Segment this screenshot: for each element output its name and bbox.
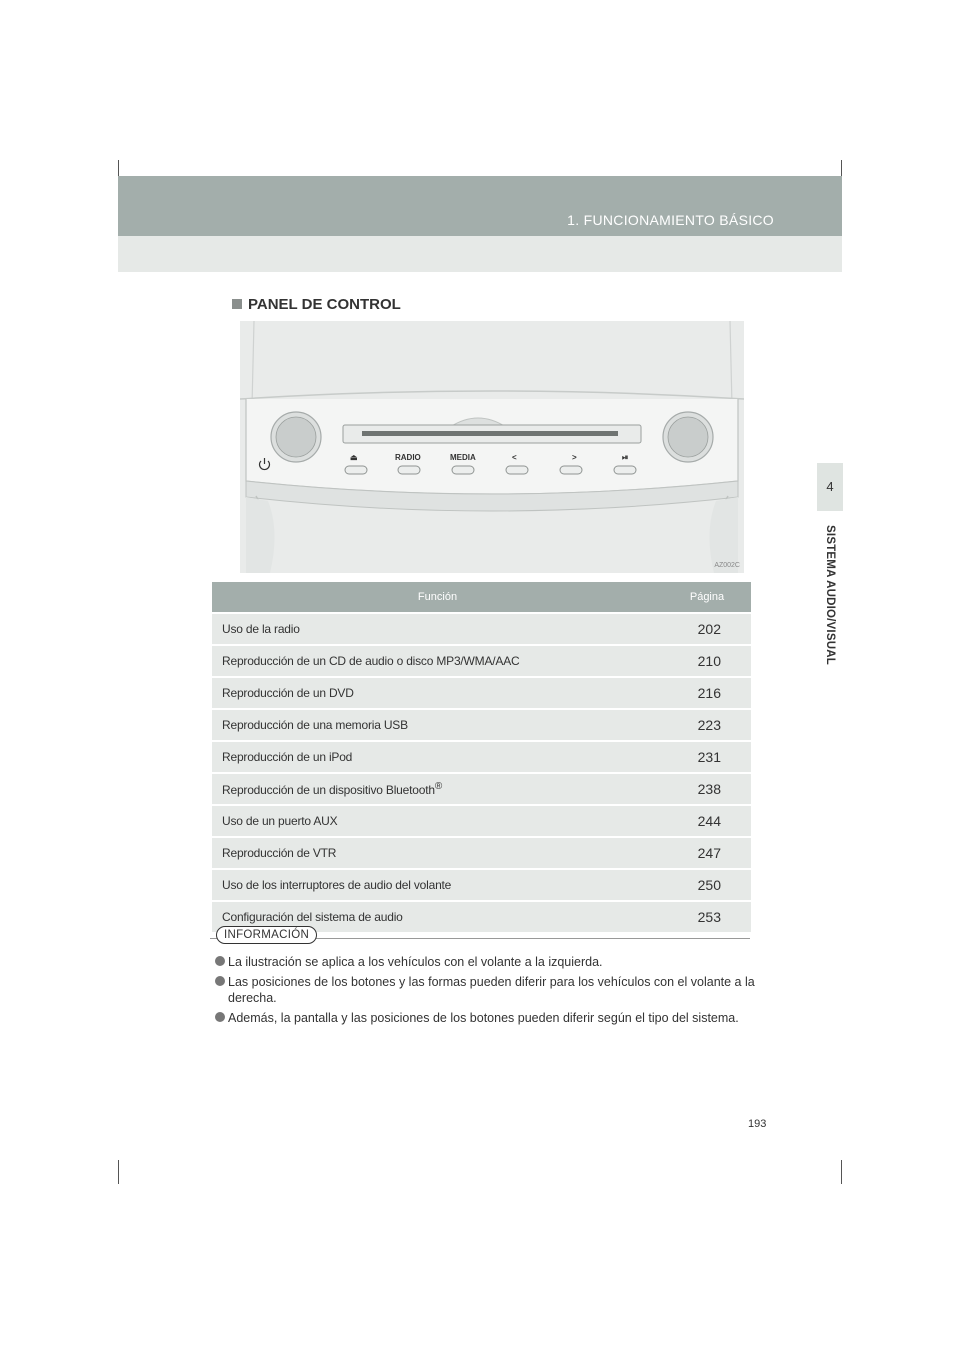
play-pause-icon: ⏯ (622, 453, 629, 462)
radio-button-label: RADIO (395, 453, 421, 462)
chapter-side-label: SISTEMA AUDIO/VISUAL (824, 525, 836, 665)
media-button-label: MEDIA (450, 453, 476, 462)
row-function: Configuración del sistema de audio (212, 902, 663, 932)
table-header-row (212, 582, 751, 612)
section-title (232, 296, 401, 313)
row-page: 231 (663, 742, 751, 772)
list-item (215, 974, 775, 1006)
list-item (215, 1010, 775, 1026)
row-page: 247 (663, 838, 751, 868)
row-function: Reproducción de una memoria USB (212, 710, 663, 740)
control-panel-drawing (240, 321, 744, 573)
bullet-dot-icon (215, 976, 225, 986)
row-page: 223 (663, 710, 751, 740)
table-row (212, 742, 751, 772)
table-row (212, 614, 751, 644)
crop-mark (841, 1160, 842, 1184)
info-label: INFORMACIÓN (216, 926, 317, 944)
row-function-cell (212, 774, 663, 804)
eject-icon: ⏏ (350, 453, 358, 462)
function-table (212, 580, 751, 934)
row-page: 202 (663, 614, 751, 644)
row-function: Reproducción de VTR (212, 838, 663, 868)
bullet-dot-icon (215, 1012, 225, 1022)
header-function: Función (212, 582, 663, 612)
bullet-text: La ilustración se aplica a los vehículos con el volante a la izquierda. (228, 955, 603, 969)
bullet-text: Las posiciones de los botones y las formas pueden diferir para los vehículos con el volante a la derecha. (228, 975, 755, 1005)
bullet-dot-icon (215, 956, 225, 966)
row-page: 244 (663, 806, 751, 836)
row-function: Reproducción de un iPod (212, 742, 663, 772)
row-function: Reproducción de un CD de audio o disco MP3/WMA/AAC (212, 646, 663, 676)
table-row (212, 774, 751, 804)
table-row (212, 646, 751, 676)
table-row (212, 870, 751, 900)
info-bullets (215, 954, 775, 1030)
table-row (212, 710, 751, 740)
row-page: 210 (663, 646, 751, 676)
registered-mark: ® (434, 781, 442, 792)
table-row (212, 806, 751, 836)
section-title-text: PANEL DE CONTROL (248, 296, 401, 313)
row-page: 250 (663, 870, 751, 900)
list-item (215, 954, 775, 970)
table-row (212, 678, 751, 708)
chapter-number: 4 (826, 479, 834, 494)
illustration-code: AZ002C (714, 562, 740, 569)
row-function: Reproducción de un DVD (212, 678, 663, 708)
row-function: Uso de los interruptores de audio del volante (212, 870, 663, 900)
row-function: Reproducción de un dispositivo Bluetooth (222, 783, 435, 797)
row-page: 253 (663, 902, 751, 932)
row-function: Uso de la radio (212, 614, 663, 644)
row-page: 238 (663, 774, 751, 804)
chevron-right-icon: > (572, 453, 577, 462)
chevron-left-icon: < (512, 453, 517, 462)
row-function: Uso de un puerto AUX (212, 806, 663, 836)
square-bullet-icon (232, 299, 242, 309)
bullet-text: Además, la pantalla y las posiciones de los botones pueden diferir según el tipo del sistema. (228, 1011, 739, 1025)
page-number: 193 (748, 1118, 767, 1130)
chapter-title: 1. FUNCIONAMIENTO BÁSICO (567, 212, 774, 228)
chapter-tab (817, 463, 843, 511)
control-panel-illustration (240, 321, 744, 573)
header-page: Página (663, 582, 751, 612)
row-page: 216 (663, 678, 751, 708)
table-row (212, 838, 751, 868)
crop-mark (118, 1160, 119, 1184)
